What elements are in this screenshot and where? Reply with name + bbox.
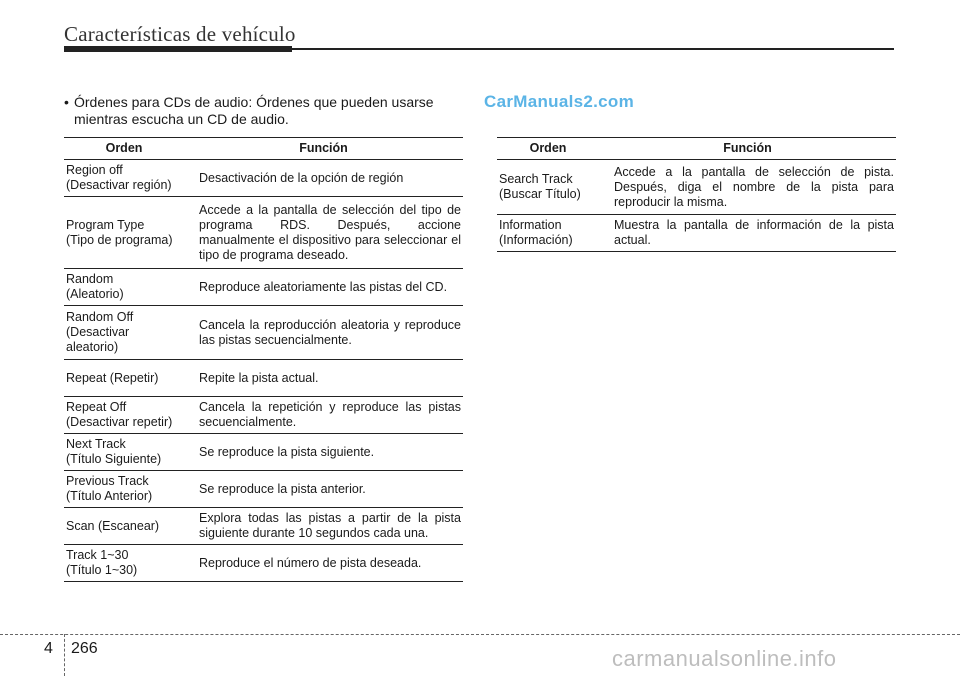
table-header-row	[64, 138, 463, 160]
command-line: (Aleatorio)	[66, 287, 124, 301]
command-cell	[64, 197, 184, 269]
command-cell	[64, 269, 184, 306]
command-line: (Tipo de programa)	[66, 232, 173, 247]
function-cell: Accede a la pantalla de selección del tipo de programa RDS. Después, accione manualmente el dispositivo para seleccionar el tipo de programa deseado.	[184, 197, 463, 269]
command-cell	[497, 160, 599, 215]
watermark-carmanualsonline[interactable]: carmanualsonline.info	[612, 646, 837, 671]
table-row	[497, 160, 896, 215]
footer-dashed-rule	[0, 634, 960, 635]
function-cell: Se reproduce la pista siguiente.	[184, 434, 463, 471]
command-cell	[64, 434, 184, 471]
command-line: Random Off	[66, 310, 134, 324]
table-header-row	[497, 138, 896, 160]
command-line: Repeat Off	[66, 400, 127, 414]
column-header-orden: Orden	[64, 138, 184, 160]
table-row	[64, 197, 463, 269]
table-row	[64, 471, 463, 508]
table-row	[497, 215, 896, 252]
command-line: (Título Siguiente)	[66, 452, 162, 466]
command-line: Program Type	[66, 217, 145, 232]
function-cell: Muestra la pantalla de información de la pista actual.	[599, 215, 896, 252]
command-line: Previous Track	[66, 474, 149, 488]
command-cell	[64, 360, 184, 397]
page-number: 266	[71, 640, 98, 657]
function-cell: Reproduce aleatoriamente las pistas del CD.	[184, 269, 463, 306]
chapter-number: 4	[44, 640, 53, 657]
command-line: Random	[66, 272, 114, 286]
table-row	[64, 397, 463, 434]
table-row	[64, 434, 463, 471]
cd-commands-body-continued	[497, 160, 896, 252]
page-header-title: Características de vehículo	[64, 22, 296, 46]
table-row	[64, 360, 463, 397]
command-cell	[64, 397, 184, 434]
command-line: Next Track	[66, 437, 126, 451]
intro-line-1: Órdenes para CDs de audio: Órdenes que pueden usarse	[74, 94, 434, 110]
table-row	[64, 269, 463, 306]
table-row	[64, 306, 463, 360]
function-cell: Se reproduce la pista anterior.	[184, 471, 463, 508]
table-row	[64, 545, 463, 582]
command-line: Information	[499, 218, 562, 232]
function-cell: Cancela la reproducción aleatoria y reproduce las pistas secuencialmente.	[184, 306, 463, 360]
watermark-carmanuals2[interactable]: CarManuals2.com	[484, 92, 634, 111]
command-line: (Desactivar repetir)	[66, 415, 173, 429]
bullet: •	[64, 94, 69, 110]
command-cell	[64, 160, 184, 197]
column-header-funcion: Función	[599, 138, 896, 160]
command-cell	[64, 306, 184, 360]
command-line: Scan (Escanear)	[66, 518, 160, 533]
command-line: (Información)	[499, 233, 573, 247]
command-line: (Buscar Título)	[499, 187, 581, 201]
command-line: Region off	[66, 163, 123, 177]
command-line: (Título 1~30)	[66, 563, 138, 577]
command-line: (Desactivar	[66, 325, 130, 339]
function-cell: Accede a la pantalla de selección de pista. Después, diga el nombre de la pista para reproducir la misma.	[599, 160, 896, 215]
function-cell: Explora todas las pistas a partir de la pista siguiente durante 10 segundos cada una.	[184, 508, 463, 545]
command-line: Search Track	[499, 172, 573, 186]
function-cell: Desactivación de la opción de región	[184, 160, 463, 197]
command-cell	[64, 508, 184, 545]
table-row	[64, 508, 463, 545]
command-line: Repeat (Repetir)	[66, 370, 159, 385]
command-line: (Título Anterior)	[66, 489, 153, 503]
intro-line-2: mientras escucha un CD de audio.	[74, 111, 289, 127]
command-line: Track 1~30	[66, 548, 129, 562]
cd-commands-table-continued	[497, 137, 896, 252]
cd-commands-table	[64, 137, 463, 582]
column-header-orden: Orden	[497, 138, 599, 160]
column-header-funcion: Función	[184, 138, 463, 160]
header-rule	[64, 48, 894, 50]
intro-paragraph	[64, 94, 462, 128]
command-cell	[64, 471, 184, 508]
command-cell	[64, 545, 184, 582]
cd-commands-body	[64, 160, 463, 582]
table-row	[64, 160, 463, 197]
command-line: (Desactivar región)	[66, 178, 172, 192]
command-cell	[497, 215, 599, 252]
function-cell: Cancela la repetición y reproduce las pistas secuencialmente.	[184, 397, 463, 434]
command-line: aleatorio)	[66, 340, 119, 354]
function-cell: Reproduce el número de pista deseada.	[184, 545, 463, 582]
function-cell: Repite la pista actual.	[184, 360, 463, 397]
footer-dashed-divider	[64, 634, 65, 676]
